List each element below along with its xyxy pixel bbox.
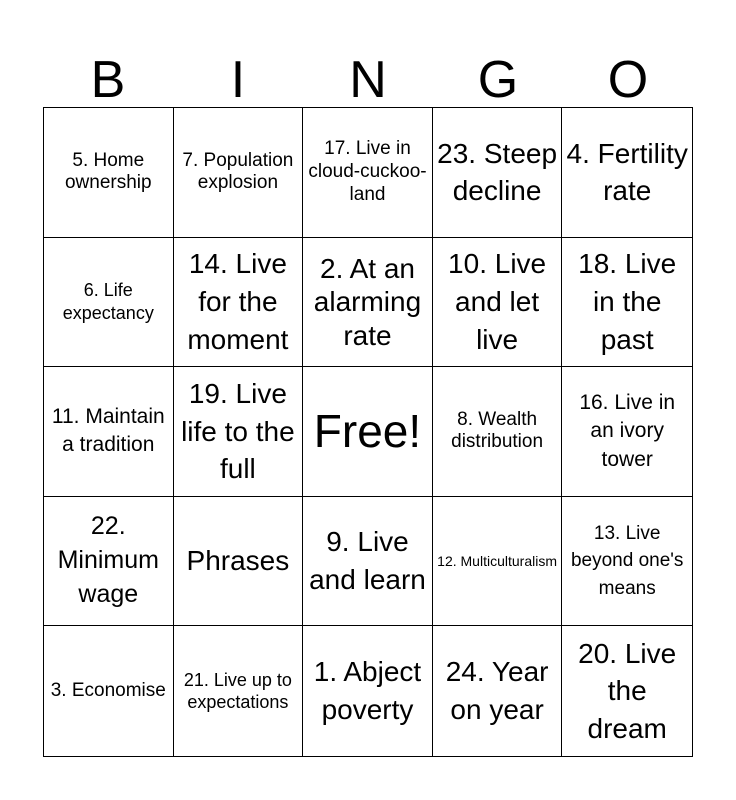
header-letter-n: N (349, 51, 387, 109)
cell-label: 18. Live in the past (578, 248, 677, 355)
bingo-cell-r4-c3[interactable] (303, 497, 433, 627)
bingo-cell-r4-c5[interactable] (562, 497, 692, 627)
free-space-label: Free! (313, 405, 422, 458)
bingo-cell-r5-c2[interactable] (174, 626, 304, 756)
bingo-board (43, 107, 693, 757)
bingo-cell-r3-c2[interactable] (174, 367, 304, 497)
cell-label: 4. Fertility rate (566, 137, 688, 207)
bingo-cell-r5-c5[interactable] (562, 626, 692, 756)
bingo-cell-r1-c5[interactable] (562, 108, 692, 238)
header-letter-b: B (90, 51, 126, 109)
cell-label: 6. Life expectancy (62, 280, 154, 323)
cell-label: 13. Live beyond one's means (570, 522, 684, 599)
cell-label: 24. Year on year (445, 656, 549, 726)
bingo-cell-r2-c1[interactable] (44, 238, 174, 368)
bingo-cell-r5-c3[interactable] (303, 626, 433, 756)
cell-label: 16. Live in an ivory tower (579, 390, 676, 471)
bingo-cell-r1-c4[interactable] (433, 108, 563, 238)
bingo-cell-r3-c1[interactable] (44, 367, 174, 497)
bingo-cell-r1-c1[interactable] (44, 108, 174, 238)
bingo-cell-r2-c4[interactable] (433, 238, 563, 368)
cell-label: 14. Live for the moment (187, 248, 289, 355)
bingo-cell-r5-c1[interactable] (44, 626, 174, 756)
bingo-cell-free[interactable] (303, 367, 433, 497)
cell-label: 17. Live in cloud-cuckoo-land (308, 138, 427, 205)
bingo-cell-r1-c2[interactable] (174, 108, 304, 238)
cell-label: 3. Economise (50, 679, 166, 701)
cell-label: 20. Live the dream (578, 637, 677, 745)
bingo-cell-r2-c2[interactable] (174, 238, 304, 368)
bingo-cell-r2-c5[interactable] (562, 238, 692, 368)
cell-label: 9. Live and learn (309, 526, 426, 596)
cell-label: 23. Steep decline (437, 137, 558, 207)
bingo-header (43, 42, 693, 108)
cell-label: 11. Maintain a tradition (51, 405, 165, 457)
header-letter-o: O (607, 51, 649, 109)
cell-label: 2. At an alarming rate (313, 252, 422, 351)
bingo-cell-r3-c4[interactable] (433, 367, 563, 497)
bingo-cell-r4-c1[interactable] (44, 497, 174, 627)
cell-label: 5. Home ownership (64, 149, 152, 194)
cell-label: 19. Live life to the full (181, 377, 295, 485)
cell-label: 22. Minimum wage (57, 512, 159, 608)
cell-label: 12. Multiculturalism (437, 553, 557, 570)
bingo-cell-r4-c4[interactable] (433, 497, 563, 627)
bingo-cell-r1-c3[interactable] (303, 108, 433, 238)
cell-label: 10. Live and let live (448, 248, 547, 355)
bingo-cell-r4-c2[interactable] (174, 497, 304, 627)
bingo-cell-r3-c5[interactable] (562, 367, 692, 497)
header-letter-i: I (230, 51, 246, 109)
bingo-cell-r2-c3[interactable] (303, 238, 433, 368)
cell-label: Phrases (186, 545, 290, 577)
cell-label: 1. Abject poverty (313, 656, 422, 726)
cell-label: 21. Live up to expectations (183, 669, 292, 713)
bingo-cell-r5-c4[interactable] (433, 626, 563, 756)
cell-label: 7. Population explosion (182, 149, 294, 194)
header-letter-g: G (477, 51, 519, 109)
cell-label: 8. Wealth distribution (451, 408, 544, 453)
